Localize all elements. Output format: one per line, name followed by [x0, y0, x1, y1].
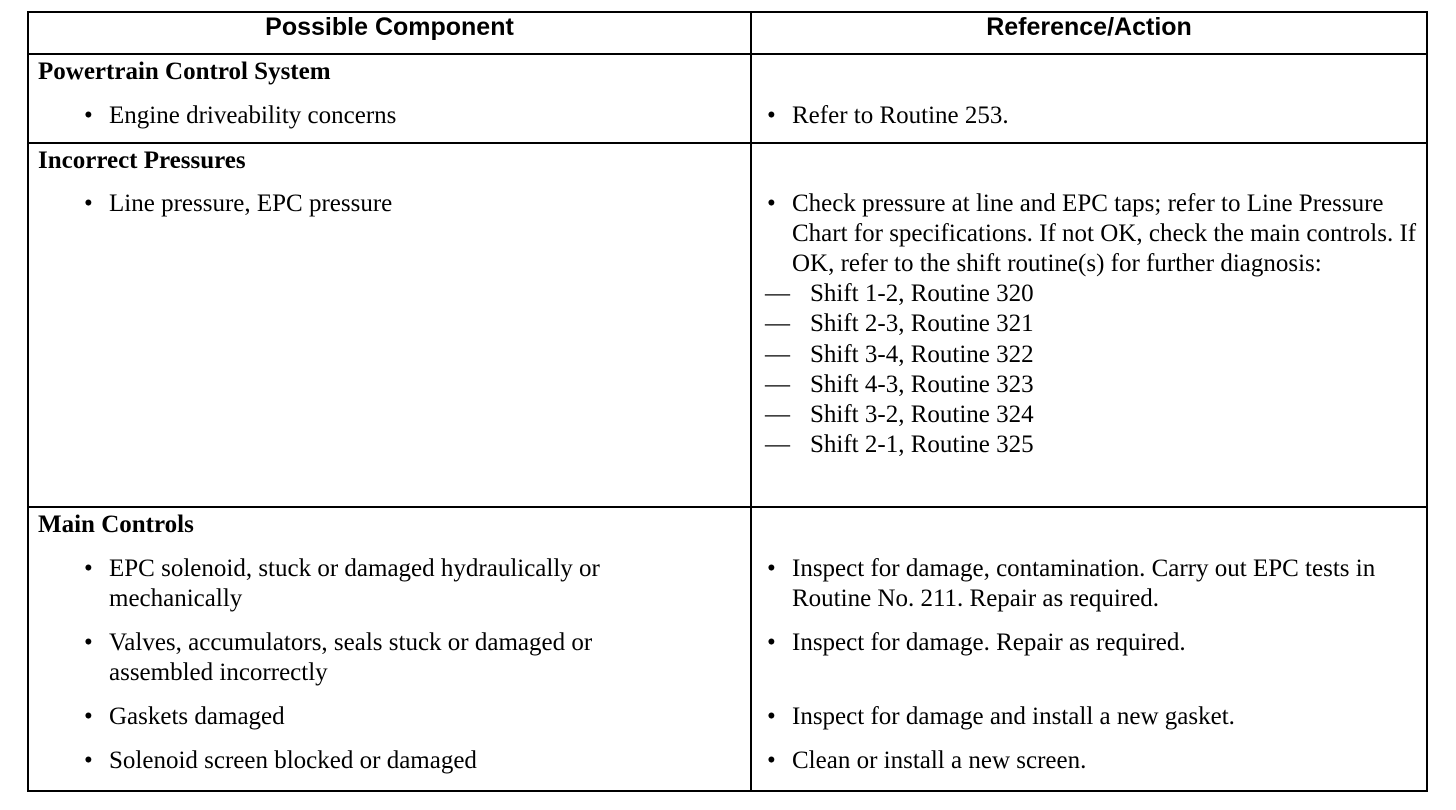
- component-text: Solenoid screen blocked or damaged: [109, 747, 477, 774]
- section-row-main-controls: [28, 507, 1427, 791]
- bullet-icon: •: [767, 703, 776, 730]
- component-cell: [28, 143, 751, 507]
- bullet-icon: •: [84, 102, 93, 129]
- component-text: Valves, accumulators, seals stuck or damaged or assembled incorrectly: [109, 629, 593, 686]
- component-item: [29, 628, 750, 688]
- component-text: Line pressure, EPC pressure: [109, 190, 393, 217]
- bullet-icon: •: [767, 629, 776, 656]
- bullet-icon: •: [84, 747, 93, 774]
- dash-icon: —: [765, 431, 790, 459]
- bullet-icon: •: [767, 555, 776, 582]
- dash-icon: —: [765, 370, 790, 398]
- component-text: EPC solenoid, stuck or damaged hydraulically or mechanically: [109, 555, 600, 612]
- component-item: [29, 554, 750, 614]
- action-item: [752, 628, 1426, 688]
- dash-icon: —: [765, 340, 790, 368]
- header-row: [28, 12, 1427, 54]
- dash-icon: —: [765, 401, 790, 429]
- action-text: Inspect for damage. Repair as required.: [792, 629, 1186, 656]
- shift-routine-item: — Shift 2-1, Routine 325: [752, 430, 1426, 460]
- shift-routine-item: — Shift 1-2, Routine 320: [752, 279, 1426, 309]
- action-text: Refer to Routine 253.: [792, 102, 1009, 129]
- shift-routine-item: — Shift 3-2, Routine 324: [752, 400, 1426, 430]
- action-item: [752, 702, 1426, 732]
- component-item: [29, 702, 750, 732]
- action-text: Inspect for damage, contamination. Carry out EPC tests in Routine No. 211. Repair as required.: [792, 555, 1376, 612]
- action-cell: [751, 143, 1427, 507]
- bullet-icon: •: [84, 555, 93, 582]
- section-title: Powertrain Control System: [38, 58, 331, 85]
- bullet-icon: •: [767, 190, 776, 217]
- bullet-icon: •: [767, 747, 776, 774]
- section-row-incorrect-pressures: [28, 143, 1427, 507]
- action-item: [752, 746, 1426, 776]
- section-row-powertrain: [28, 54, 1427, 143]
- shift-routine-item: — Shift 3-4, Routine 322: [752, 340, 1426, 370]
- section-title: Main Controls: [38, 511, 194, 538]
- component-cell: [28, 507, 751, 791]
- action-text: Check pressure at line and EPC taps; refer to Line Pressure Chart for specifications. If not OK, check the main controls. If OK, refer to the shift routine(s) for further diagnosis:: [792, 190, 1417, 277]
- header-reference-action: Reference/Action: [751, 12, 1427, 54]
- component-text: Engine driveability concerns: [109, 102, 397, 129]
- shift-routine-item: — Shift 4-3, Routine 323: [752, 370, 1426, 400]
- shift-routine-item: — Shift 2-3, Routine 321: [752, 309, 1426, 339]
- action-text: Inspect for damage and install a new gasket.: [792, 703, 1235, 730]
- component-cell: [28, 54, 751, 143]
- dash-icon: —: [765, 280, 790, 307]
- action-item: [752, 101, 1426, 131]
- bullet-icon: •: [84, 703, 93, 730]
- action-cell: [751, 507, 1427, 791]
- action-text: Clean or install a new screen.: [792, 747, 1087, 774]
- header-possible-component: Possible Component: [28, 12, 751, 54]
- component-item: [29, 189, 750, 219]
- action-cell: [751, 54, 1427, 143]
- dash-icon: —: [765, 310, 790, 338]
- bullet-icon: •: [84, 190, 93, 217]
- bullet-icon: •: [84, 629, 93, 656]
- action-item: [752, 554, 1426, 614]
- component-item: [29, 746, 750, 776]
- component-item: [29, 101, 750, 131]
- section-title: Incorrect Pressures: [38, 147, 246, 174]
- action-item: [752, 189, 1426, 279]
- component-text: Gaskets damaged: [109, 703, 285, 730]
- diagnostic-table: [27, 11, 1428, 792]
- bullet-icon: •: [767, 102, 776, 129]
